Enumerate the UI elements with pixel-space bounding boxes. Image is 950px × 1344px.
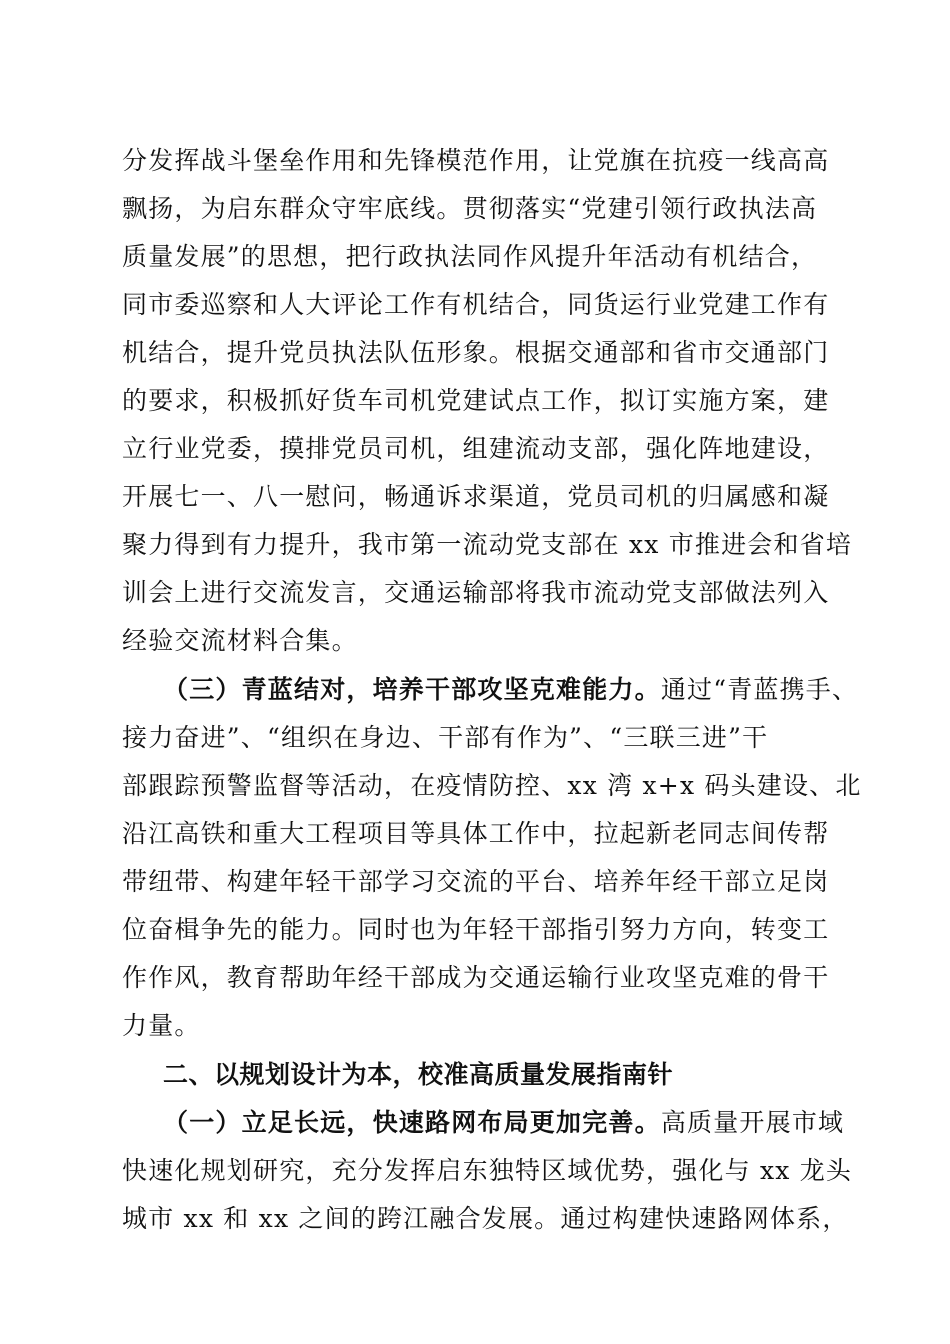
paragraph-4-first-rest: 高质量开展市域	[660, 1108, 845, 1137]
body-text-line: 快速化规划研究，充分发挥启东独特区域优势，强化与 xx 龙头	[122, 1156, 853, 1185]
body-text-line: 分发挥战斗堡垒作用和先锋模范作用，让党旗在抗疫一线高高	[122, 146, 830, 175]
body-text-line: 力量。	[122, 1011, 201, 1040]
paragraph-3-first-rest: 通过“青蓝携手、	[660, 675, 859, 704]
body-text-line: 聚力得到有力提升，我市第一流动党支部在 xx 市推进会和省培	[122, 530, 853, 559]
body-text-line: 质量发展”的思想，把行政执法同作风提升年活动有机结合，	[122, 242, 818, 271]
body-text-line: 机结合，提升党员执法队伍形象。根据交通部和省市交通部门	[122, 338, 830, 367]
body-text-line: 部跟踪预警监督等活动，在疫情防控、xx 湾 x+x 码头建设、北	[122, 771, 862, 800]
body-text-line: 训会上进行交流发言，交通运输部将我市流动党支部做法列入	[122, 578, 830, 607]
paragraph-4-first-line	[163, 1103, 844, 1143]
body-text-line: 经验交流材料合集。	[122, 626, 358, 655]
body-text-line: 同市委巡察和人大评论工作有机结合，同货运行业党建工作有	[122, 290, 830, 319]
body-text-line: 位奋楫争先的能力。同时也为年轻干部指引努力方向，转变工	[122, 915, 830, 944]
section-2-heading: 二、以规划设计为本，校准高质量发展指南针	[163, 1060, 674, 1089]
body-text-line: 飘扬，为启东群众守牢底线。贯彻落实“党建引领行政执法高	[122, 194, 818, 223]
body-text-line: 沿江高铁和重大工程项目等具体工作中，拉起新老同志间传帮	[122, 819, 830, 848]
body-text-line: 的要求，积极抓好货车司机党建试点工作，拟订实施方案，建	[122, 386, 830, 415]
body-text-line: 立行业党委，摸排党员司机，组建流动支部，强化阵地建设，	[122, 434, 830, 463]
body-text-line: 开展七一、八一慰问，畅通诉求渠道，党员司机的归属感和凝	[122, 482, 830, 511]
paragraph-3-title: （三）青蓝结对，培养干部攻坚克难能力。	[163, 675, 661, 704]
body-text-line: 作作风，教育帮助年经干部成为交通运输行业攻坚克难的骨干	[122, 963, 830, 992]
body-text-line: 城市 xx 和 xx 之间的跨江融合发展。通过构建快速路网体系，	[122, 1204, 849, 1233]
body-text-line: 接力奋进”、“组织在身边、干部有作为”、“三联三进”干	[122, 723, 769, 752]
body-text-line: 带纽带、构建年轻干部学习交流的平台、培养年经干部立足岗	[122, 867, 830, 896]
paragraph-3-first-line	[163, 670, 858, 710]
paragraph-4-title: （一）立足长远，快速路网布局更加完善。	[163, 1108, 661, 1137]
